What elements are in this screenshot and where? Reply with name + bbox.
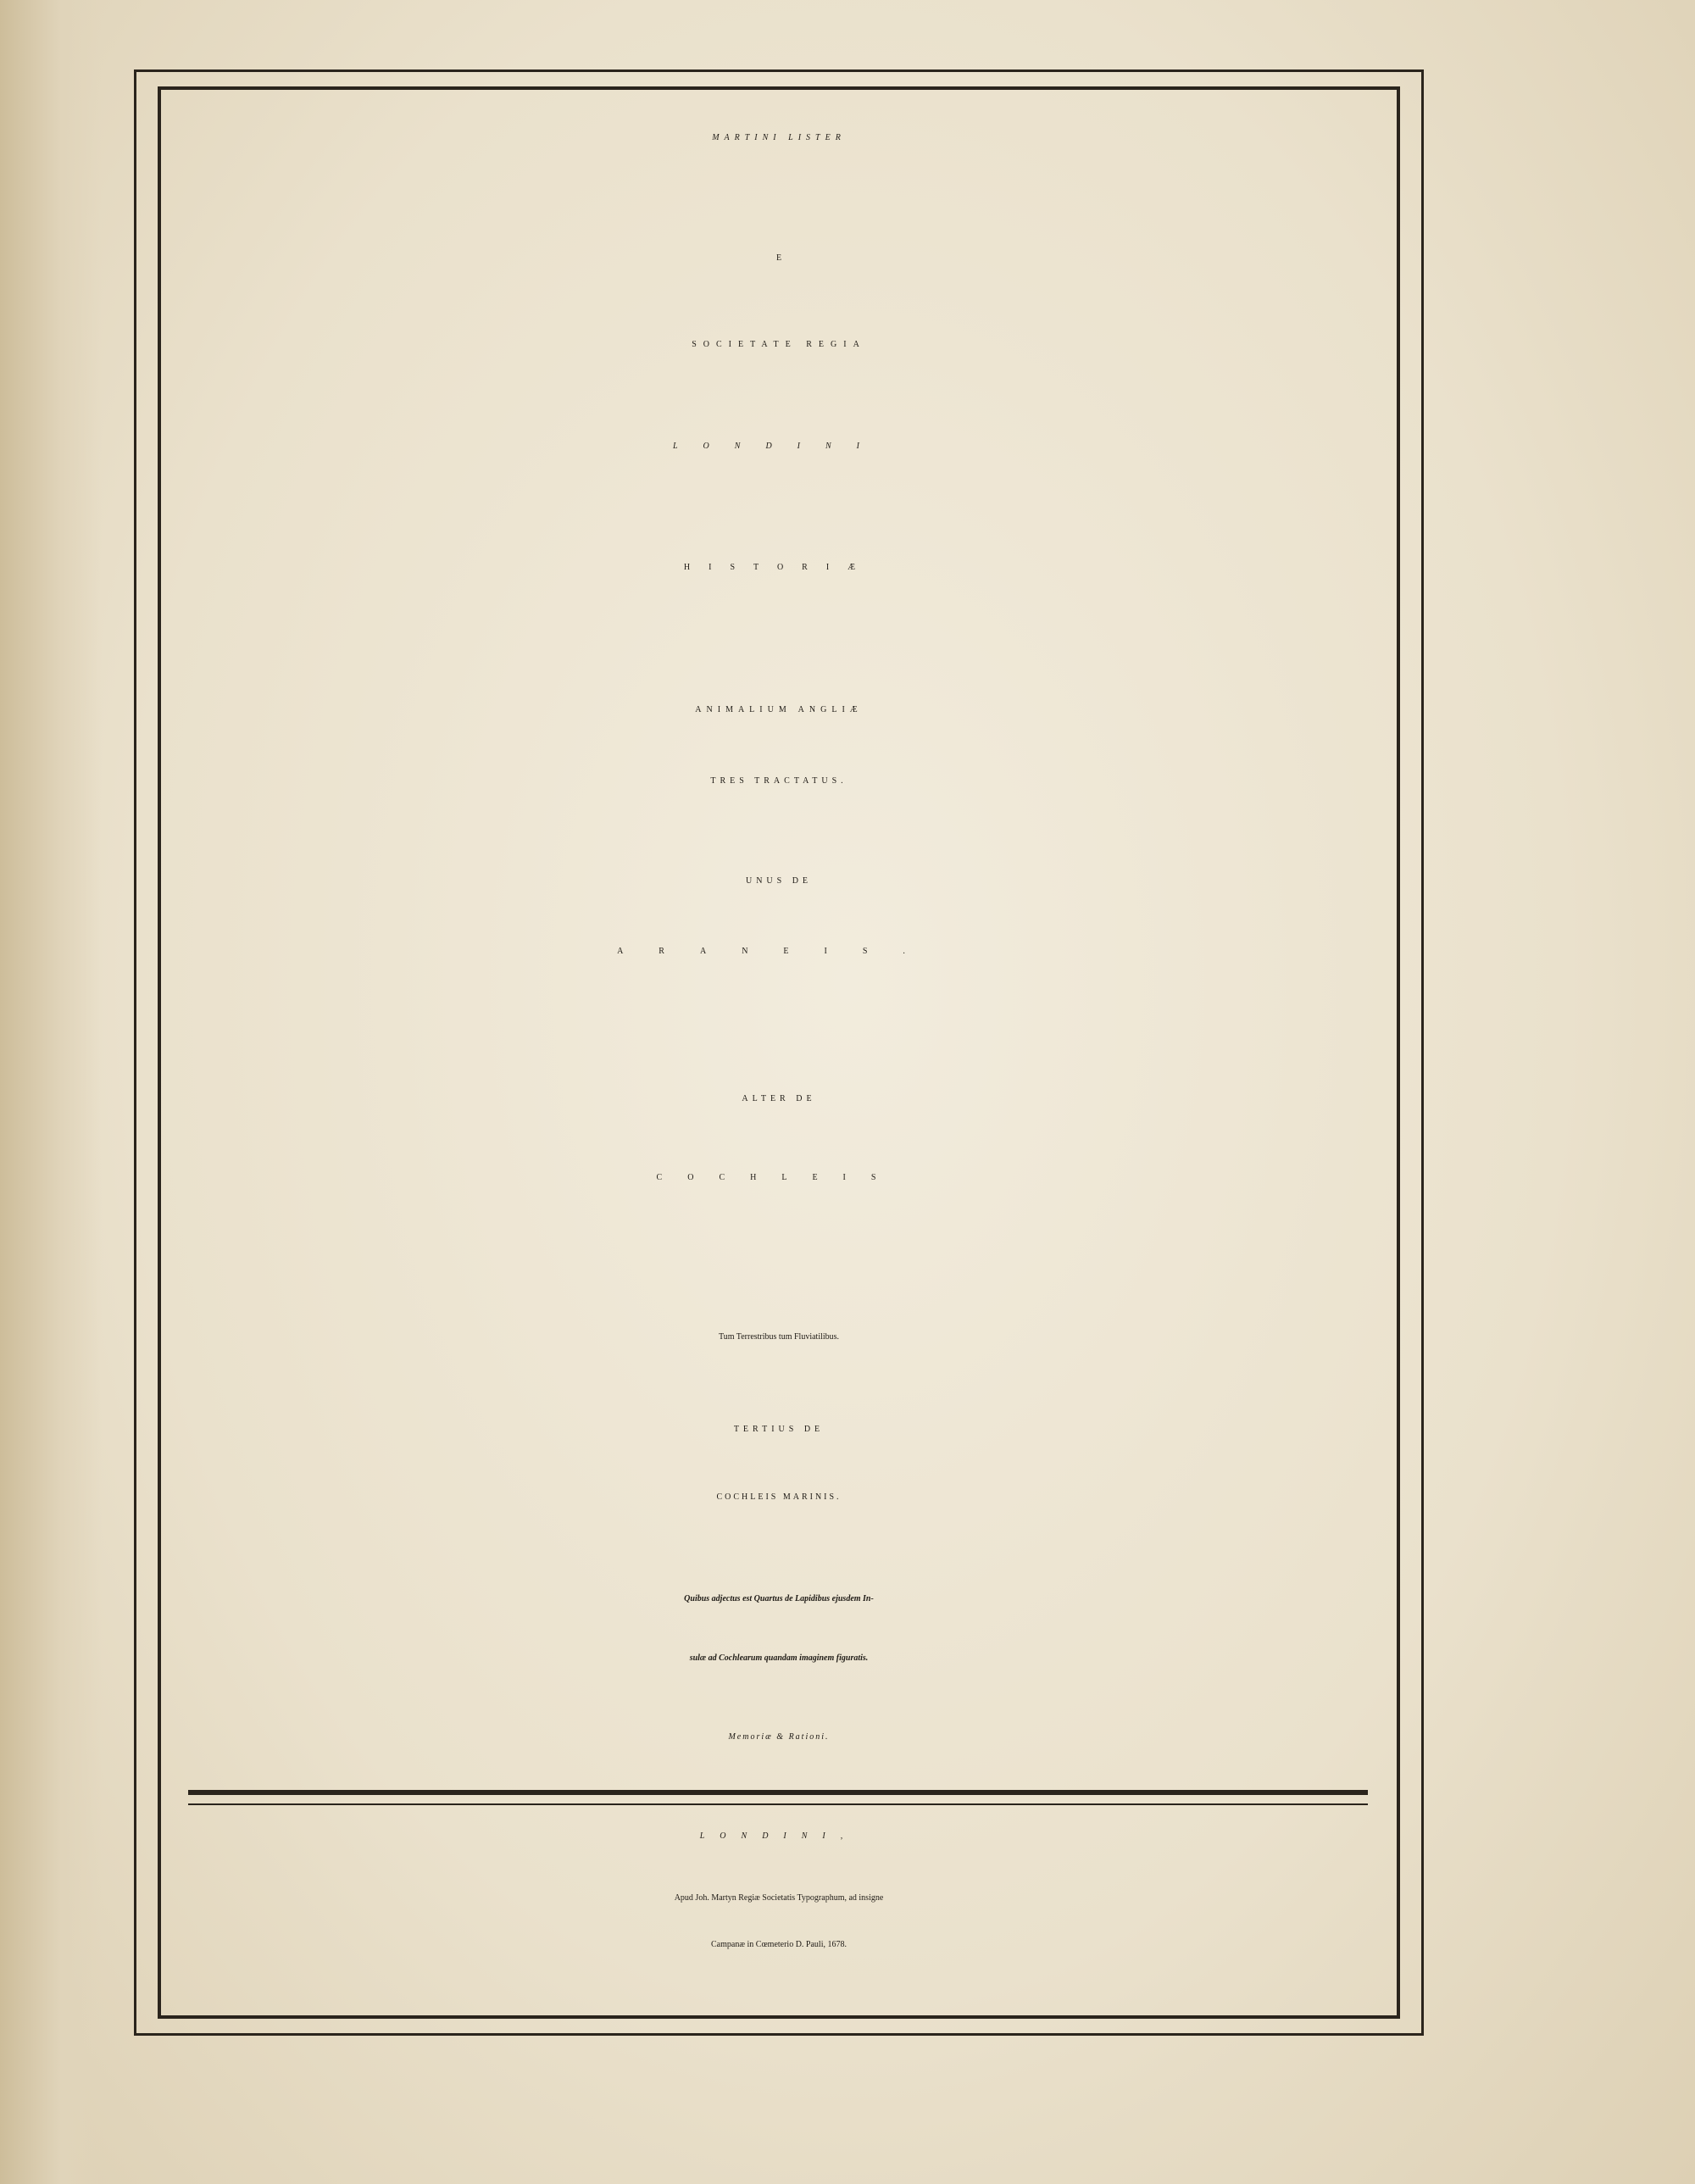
imprint-line-2: Campanæ in Cœmeterio D. Pauli, 1678. [711,1940,847,1949]
appendix-line-1: Quibus adjectus est Quartus de Lapidibus ejusdem In- [684,1594,874,1603]
main-title: HISTORIÆ [683,563,875,572]
subtitle-animalium: ANIMALIUM ANGLIÆ [695,705,863,714]
third-treatise-intro: TERTIUS DE [733,1425,825,1434]
third-treatise-subject: COCHLEIS MARINIS. [716,1492,842,1502]
imprint-line-1: Apud Joh. Martyn Regiæ Societatis Typographum, ad insigne [674,1893,884,1903]
second-treatise-intro: ALTER DE [742,1094,816,1103]
imprint-place: LONDINI, [699,1831,859,1841]
appendix-line-2: sulæ ad Cochlearum quandam imaginem figuratis. [689,1653,869,1663]
city-name: LONDINI [672,442,885,451]
book-gutter [0,0,102,2184]
imprint-rule-thick [188,1790,1368,1795]
imprint-rule-thin [188,1803,1368,1805]
second-treatise-subject: COCHLEIS [656,1173,902,1182]
motto: Memoriæ & Rationi. [728,1732,830,1742]
inner-border [158,86,1400,2019]
author-name: MARTINI LISTER [712,133,846,142]
first-treatise-intro: UNUS DE [745,876,813,886]
subtitle-tractatus: TRES TRACTATUS. [710,776,848,786]
second-treatise-detail: Tum Terrestribus tum Fluviatilibus. [718,1332,840,1342]
first-treatise-subject: ARANEIS. [617,947,941,956]
society-name: SOCIETATE REGIA [692,340,866,349]
preposition: E [775,253,782,263]
